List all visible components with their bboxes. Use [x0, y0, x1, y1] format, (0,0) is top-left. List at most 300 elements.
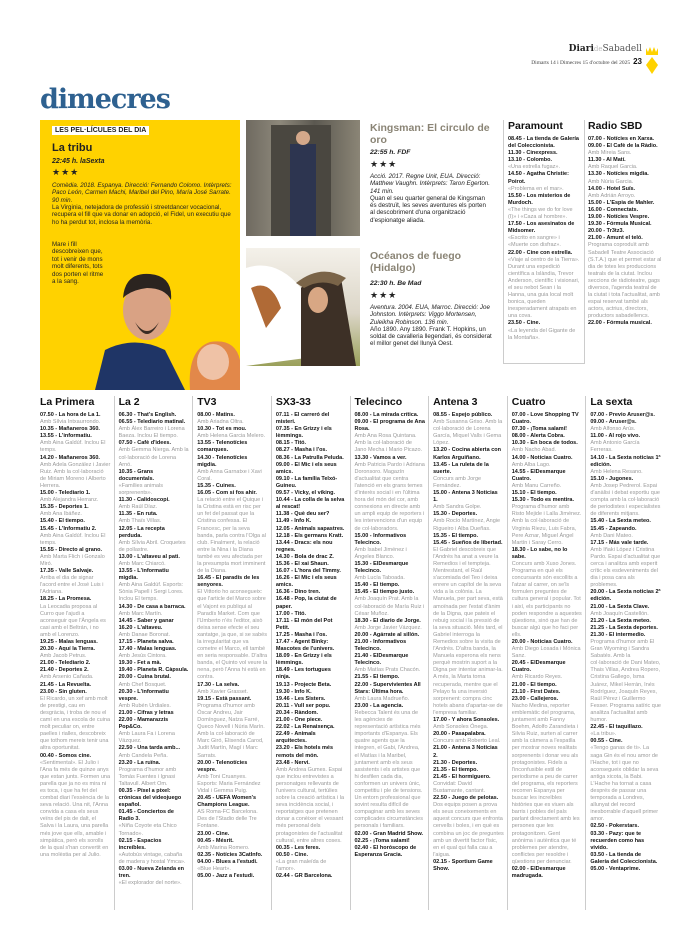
program-listing — [355, 682, 426, 703]
program-listing — [276, 873, 347, 880]
program-title: 21.00 - La Sexta Clave. — [590, 603, 650, 610]
program-description: Programa d'humor amb El Gran Wyoming i Sandra Sabatés. Amb la col·laboració de Dani Mateo, Thais Villas, Andrea Ropero, Cristina Gallego, Isma Juárez, Mikel Herrán, Inés Rodríguez, Joaquín Reyes, Raúl Pérez i Guillermo Fesser. Programa satíric que analitza l'actualitat amb humor. — [590, 639, 661, 724]
program-title: 05.00 - Jazz a l'estudi. — [197, 873, 255, 880]
program-title: 23.20 - Els hotels més remots del món. — [275, 745, 334, 759]
program-listing — [276, 561, 347, 568]
program-title: 02.15 - Sportium Game Show. — [433, 858, 493, 872]
channel-radio-sbd — [588, 120, 662, 328]
program-title: 23.50 - Cine. — [508, 320, 541, 327]
program-title: 07.35 - En Grizzy i els lèmmings. — [275, 426, 332, 440]
program-title: 20.00 - Pasapalabra. — [433, 731, 486, 738]
program-title: 19.30 - Info K. — [275, 688, 312, 695]
program-title: 08.27 - Masha i l'os. — [275, 447, 328, 454]
program-description: Amb Helena Resano. — [590, 468, 643, 475]
program-description: Programa d'humor amb Tomàs Fuentes i Ignasi Taltavull. Albert Om. — [118, 766, 177, 787]
program-title: 16.26 - El Mic i els seus amics. — [275, 575, 337, 589]
program-listing — [119, 646, 190, 660]
program-listing — [276, 490, 347, 497]
program-description: Amb Andrea Gumes. Espai que inclou entrevistes a personatges rellevants de l'univers cultural, tertúlies sobre la creació artística i la seva incidència social, i reportatges que pretenen donar a conèixer el vessant més personal dels protagonistes de l'actualitat cultural, entre altres coses. — [275, 766, 345, 844]
program-title: 11.35 - En ruta. — [118, 511, 158, 518]
program-description: «Sentimental». El Julio i l'Ana fa més de quinze anys que estan junts. Formen una parella que ja no es mira ni es toca, i que ha fet del combat diari l'essència de la seva relació. Una nit, l'Anna convida a casa els seus veïns del pis de dalt, el Salva i la Laura, una parella més jove que ells, amable i simpàtica, però els sorolls de la qual s'han convertit en una molèstia per al Julio. — [40, 759, 111, 858]
film-time: 22:45 h. laSexta — [52, 158, 105, 165]
program-title: 16.36 - Dino tren. — [275, 589, 321, 596]
program-listing — [276, 596, 347, 610]
program-description: Amb Ana Rosa Quintana. Amb la col·laboració de Jano Mecha i Mario Picazo. — [354, 433, 423, 454]
program-title: 23.00 - Cine. — [197, 830, 230, 837]
star-rating: ★★★ — [52, 167, 80, 177]
program-description: Amb Adrián Arroyo. — [588, 192, 636, 199]
program-listing — [197, 575, 268, 681]
program-description: Concurs amb Jorge Fernández. — [433, 475, 482, 489]
program-title: 17.15 - Planeta salva. — [118, 639, 174, 645]
program-title: 16.07 - L'hora del Timmy. — [275, 568, 341, 575]
program-title: 19.30 - Fet a mà. — [118, 660, 162, 667]
program-description: Amb Isabel Jiménez i Ángeles Blanco. — [354, 546, 407, 560]
program-title: 00.40 - Somos cine. — [40, 752, 92, 759]
channel-name: TV3 — [197, 396, 217, 408]
program-listing — [508, 221, 580, 249]
program-title: 10.30 - En boca de todos. — [511, 440, 578, 447]
program-title: 14.45 - Saber y ganar — [118, 617, 174, 624]
program-title: 14.55 - ElDesmarque Cuatro. — [511, 468, 566, 482]
program-title: 21.00 - Telediario 2. — [40, 660, 91, 667]
program-title: 22.00 - Supervivientes All Stars: Última hora. — [354, 681, 421, 695]
program-listing — [119, 625, 190, 639]
program-title: 15.00 - L'Espia de Mahler. — [588, 199, 655, 206]
program-title: 21.40 - Deportes 2. — [40, 667, 89, 674]
film-credits: Acció. 2017. Regne Unit, EUA. Direcció: Matthew Vaughn. Intèrprets: Taron Egerton. 141 min. — [370, 173, 490, 195]
program-listing — [40, 753, 111, 859]
program-listing — [433, 717, 504, 731]
program-listing — [276, 852, 347, 873]
program-listing — [276, 497, 347, 511]
program-title: 21.20 - La Sexta meteo. — [590, 617, 651, 624]
program-title: 00.50 - Cine. — [275, 851, 308, 858]
program-listing — [276, 710, 347, 717]
program-listing — [197, 873, 268, 880]
program-title: 21.25 - La Sexta deportes. — [590, 624, 658, 631]
program-title: 15.35 - Cuines. — [197, 482, 236, 489]
program-listing — [276, 455, 347, 462]
channel-name: SX3-33 — [275, 396, 311, 408]
program-listing — [197, 440, 268, 454]
program-listing — [590, 419, 661, 433]
program-listing — [512, 696, 583, 866]
program-listing — [197, 795, 268, 830]
program-title: 20.00 - Telenotícies vespre. — [197, 759, 248, 773]
channel-name: Telecinco — [354, 396, 403, 408]
program-listing — [355, 674, 426, 681]
program-listing — [512, 440, 583, 454]
program-description: Amb Joaquín Prat. Amb la col·laboració de María Ruiz i César Muñoz. — [354, 596, 425, 617]
program-title: 08.55 - Espejo público. — [433, 412, 493, 418]
program-listing — [590, 618, 661, 625]
program-listing — [355, 455, 426, 533]
program-description: Convidat: David Bustamante, cantant. — [433, 780, 486, 794]
program-title: 09.57 - Vicky, el víking. — [275, 490, 335, 497]
program-description: Amb Alfonso Arús. — [590, 426, 636, 433]
program-description: Amb Dani Mateo. — [590, 532, 633, 539]
channel-la-sexta — [585, 396, 664, 910]
program-description: Amb Jorge Javier Vázquez. — [354, 624, 422, 631]
program-title: 07.00 - Previo Aruser@s. — [590, 412, 655, 418]
program-title: 15.00 - Telediario 1. — [40, 490, 91, 497]
program-listing — [512, 689, 583, 696]
program-listing — [119, 689, 190, 710]
program-description: «La gran maleïda de l'amor». — [275, 858, 327, 872]
program-title: 13.44 - Dracs: els nou regnes. — [275, 539, 333, 553]
program-title: 19.46 - Les Sisters. — [275, 695, 326, 702]
program-title: 11.38 - Què deu ser? — [275, 511, 330, 518]
program-listing — [590, 625, 661, 632]
program-title: 16.48 - Pop, la ciutat de paper. — [275, 596, 337, 610]
program-listing — [512, 469, 583, 490]
program-listing — [276, 667, 347, 681]
program-listing — [590, 632, 661, 724]
program-description: «Famílies animals sorprenents». — [118, 482, 163, 497]
program-title: 11.00 - Al rojo vivo. — [590, 433, 640, 440]
program-description: Amb Iñaki López i Cristina Pardo. Espai d'actualitat que cerca i analitza amb esperit crític els esdeveniments del dia i posa cara als problemes. — [590, 546, 661, 589]
program-listing — [512, 682, 583, 689]
program-description: «Blue Heart». — [197, 866, 231, 872]
channel-name: La Primera — [40, 396, 95, 408]
program-listing — [590, 738, 661, 823]
program-listing — [197, 483, 268, 490]
program-title: 10.30 - Tot es mou. — [197, 426, 247, 433]
program-title: 19.30 - Fórmula Musical. — [588, 221, 652, 228]
program-listing — [119, 554, 190, 568]
program-listing — [355, 703, 426, 831]
program-title: 20.00 - Agárrate al sillón. — [354, 631, 420, 638]
page-title: dimecres — [40, 84, 170, 115]
program-description: Amb Matías Prats Chacón. — [354, 667, 421, 674]
program-listing — [119, 526, 190, 554]
channel-antena-3 — [428, 396, 507, 910]
channel-name: Cuatro — [511, 396, 546, 408]
program-description: Programa d'humor amb Risto Mejide i Lalla Jiménez. Amb la col·laboració de Virginia Riezu, Luis Fabra, Pere Aznar, Miguel Ángel Martín i Saray Cerro. — [511, 504, 582, 546]
program-listing — [512, 426, 583, 433]
program-listing — [276, 533, 347, 540]
program-description: Dos equips posen a prova els seus coneixements en aquest concurs que enfronta cervells i boles, i en què es combina un joc de preguntes amb un divertit factor físic, en el qual qui falla cau a l'aigua. — [433, 802, 504, 858]
program-description: Amb Aina Galdúf. Inclou El temps. — [40, 532, 106, 546]
program-title: 22.50 - Juego de pelotas. — [433, 795, 499, 802]
program-listing — [508, 250, 580, 321]
masthead — [520, 44, 642, 66]
program-title: 07.00 - Notícies en Xarxa. — [588, 136, 655, 142]
program-listing — [355, 632, 426, 639]
program-listing — [433, 774, 504, 795]
program-title: 00.55 - Cine. — [590, 738, 623, 745]
program-description: Amb Aina Galdúf. Inclou El temps. — [40, 440, 106, 454]
program-title: 15.45 - El tiempo justo. — [354, 589, 415, 596]
program-title: 06.55 - Telediario matinal. — [118, 419, 186, 426]
program-listing — [433, 490, 504, 511]
program-listing — [276, 575, 347, 589]
program-listing — [433, 731, 504, 745]
program-title: 20.00 - Noticias Cuatro. — [511, 639, 573, 645]
program-listing — [40, 426, 111, 433]
program-description: Amb Sonsoles Ónega. — [433, 724, 489, 731]
program-title: 15.40 - La Sexta meteo. — [590, 518, 651, 525]
program-listing — [512, 547, 583, 639]
program-listing — [590, 455, 661, 476]
program-listing — [355, 589, 426, 617]
program-title: 22.49 - Animals arquitectes. — [275, 731, 316, 745]
program-title: 15.30 - Deportes. — [433, 511, 478, 518]
program-title: 00.35 - Píxel a píxel: crónicas del videojuego español. — [118, 787, 182, 809]
program-listing — [40, 667, 111, 681]
program-listing — [119, 667, 190, 674]
program-title: 13.10 - Colombo. — [508, 157, 553, 164]
program-title: 10.35 - Mañaneros 360. — [40, 426, 100, 433]
program-title: 14.30 - Bola de drac Z. — [275, 553, 334, 560]
program-listing — [119, 674, 190, 688]
program-listing — [590, 866, 661, 873]
program-listing — [276, 440, 347, 447]
featured-film — [40, 120, 240, 390]
program-listing — [276, 540, 347, 554]
channel-name: Paramount — [508, 120, 563, 132]
program-description: Amb Diego Losada i Mónica Sanz. — [511, 646, 581, 660]
program-description: «Escrito en sangre» i «Muerte con disfraz». — [508, 235, 561, 249]
program-listing — [276, 632, 347, 639]
program-title: 05.00 - Ventaprime. — [590, 866, 641, 872]
page-number: 23 — [633, 57, 642, 66]
program-description: Amb Raquel Garcia. — [588, 164, 638, 171]
program-listing — [588, 221, 662, 228]
program-listing — [355, 419, 426, 454]
program-title: 20.11 - Vull ser popu. — [275, 702, 331, 709]
program-title: 22.00 - Fórmula musical. — [588, 320, 652, 327]
program-description: «The things we do for love (I)» i «Caza al hombre». — [508, 206, 573, 221]
program-title: 17.50 - Los asesinatos de Midsomer. — [508, 221, 575, 235]
channel-name: La 2 — [118, 396, 140, 408]
program-title: 06.30 - That's English. — [118, 412, 177, 418]
channel-telecinco — [350, 396, 429, 910]
program-listing — [276, 412, 347, 426]
program-listing — [119, 809, 190, 837]
program-title: 21.35 - El tiempo. — [433, 766, 479, 773]
program-listing — [588, 320, 662, 327]
newspaper-logo: DiarideSabadell — [568, 44, 642, 54]
program-listing — [40, 596, 111, 639]
program-listing — [40, 526, 111, 547]
program-description: Amb Manu Carreño. — [511, 482, 562, 489]
program-listing — [119, 639, 190, 646]
program-title: 21.00 - El tiempo. — [511, 681, 557, 688]
program-description: «Tengo ganas de ti». La saga Gin és el nou amor de l'Hache, tot i que no aconsegueix oblidar la seva antiga xicota, la Babi. L'Hache ha tornat a casa després de passar una temporada a Londres, allunyat del record inesborrable d'aquell primer amor. — [590, 745, 659, 823]
program-description: Nacho Medina, reporter emblemàtic del programa, juntament amb Fanny Boehm, Adolfo Zarandieta i Silvia Ruiz, surten al carrer amb la càmera a l'espatlla per mostrar noves realitats sorprenents i donar veu als protagonistes. Fidels a l'inconfusible estil de periodisme a peu de carrer del programa, els reporters recorren Espanya per buscar les increïbles històries que es viuen als barris i pobles del país parlant directament amb les persones que les protagonitzen. Gent anònima i autèntica que té problemes per atendre, conflictes per resoldre i qüestions per denunciar. — [511, 702, 580, 865]
program-title: 14.00 - Noticias Cuatro. — [511, 454, 573, 461]
program-listing — [119, 440, 190, 468]
program-listing — [433, 760, 504, 767]
program-listing — [588, 200, 662, 207]
program-description: Amb Laura Fa i Lorena Vázquez. — [118, 731, 175, 745]
program-listing — [588, 186, 662, 200]
program-title: 14.20 - Mañaneros 360. — [40, 454, 100, 461]
program-title: 15.30 - ElDesmarque Telecinco. — [354, 560, 409, 575]
program-title: 23.00 - La agencia. — [354, 702, 404, 709]
program-description: «Una estrella fugaz». — [508, 164, 560, 171]
program-title: 23.00 - Callejeros. — [511, 695, 559, 702]
program-description: Amb Jesús Cintora. — [118, 653, 167, 660]
program-listing — [355, 618, 426, 632]
program-title: 19.00 - Notícies Vespre. — [588, 214, 650, 221]
program-listing — [276, 724, 347, 731]
program-listing — [588, 157, 662, 171]
program-title: 18.25 - La Promesa. — [40, 596, 92, 603]
program-listing — [276, 426, 347, 440]
program-listing — [590, 412, 661, 419]
program-listing — [119, 419, 190, 440]
program-listing — [588, 136, 662, 143]
film-synopsis: Quan el seu quarter general de Kingsman és destruït, les seves aventures els porten al descobriment d'una organització d'espionatge aliada. — [370, 194, 486, 224]
program-listing — [508, 157, 580, 171]
program-listing — [512, 660, 583, 681]
program-listing — [276, 462, 347, 476]
program-title: 17.40 - Malas lenguas. — [118, 646, 177, 653]
film-synopsis: Año 1890. Any 1890. Frank T. Hopkins, un soldat de cavalleria llegendari, és considerat el millor genet del llunyà Oest. — [370, 325, 492, 348]
program-description: Amb Chef Bosquet. — [118, 681, 167, 688]
program-listing — [590, 526, 661, 540]
program-listing — [355, 838, 426, 845]
program-title: 17.11 - El món del Pot Petit. — [275, 617, 333, 631]
program-title: 22.45 - El taquillazo. — [590, 724, 643, 731]
program-listing — [40, 682, 111, 689]
program-title: 20.30 - L'informatiu vespre. — [118, 688, 169, 702]
program-listing — [588, 228, 662, 235]
program-title: 22.00 - Mamarazzis Pop&Co. — [118, 717, 169, 731]
program-title: 19.40 - Planeta R. Càpsula. — [118, 667, 189, 674]
program-listing — [197, 852, 268, 859]
program-title: 17.25 - Masha i l'os. — [275, 631, 328, 638]
program-description: Amb Alba Lago. — [511, 461, 551, 468]
program-title: 15.40 - El tiempo. — [40, 518, 85, 525]
channel-tv3 — [192, 396, 271, 910]
star-rating: ★★★ — [370, 159, 398, 169]
program-title: 16.20 - L'altaveu. — [118, 624, 163, 631]
program-title: 15.45 - Zapeando. — [590, 525, 637, 532]
program-title: 14.30 - Telenotícies migdia. — [197, 454, 248, 468]
program-title: 02.25 - ¡Toma salami! — [354, 837, 410, 844]
program-title: 20.34 - Ràndom. — [275, 709, 319, 716]
film-title: Océanos de fuego (Hidalgo) — [370, 250, 462, 274]
program-title: 07.50 - Cafè d'idees. — [118, 440, 171, 447]
program-description: Amb Aina Galdúf. Esports: Sònia Papell i Sergi Lores. Inclou El temps. — [118, 582, 184, 603]
program-title: 13.00 - L'altaveu al pati. — [118, 553, 180, 560]
program-listing — [433, 447, 504, 461]
film-kingsman — [370, 122, 492, 224]
program-title: 17.30 - La selva. — [197, 681, 240, 688]
program-title: 18.49 - Les tortugues ninja. — [275, 667, 331, 681]
program-listing — [276, 518, 347, 525]
program-title: 22.00 - Cine con estrella. — [508, 249, 573, 256]
program-description: Amb Joaquín Castellón. — [590, 610, 649, 617]
program-title: 21.00 - Antena 3 Noticias 2. — [433, 745, 498, 759]
program-description: La relació entre el Quique i la Cristina està en risc per un fet del passat que la Cristina confessa. El Francesc, per la seva banda, parla contra l'Olga al club. Finalment, la relació entre la Nina i la Diana també es veu afectada per la presumpta mort imminent de la Diana. — [197, 497, 266, 575]
program-title: 17.00 - Titó. — [275, 610, 307, 617]
program-description: Amb Laura Madrueño. — [354, 695, 410, 702]
film-synopsis: La Virginia, netejadora de professió i streetdancer vocacional, recupera el fill que va donar en adopció, el Fidel, un executiu que ho ha perdut tot, inclosa la memòria. — [52, 204, 231, 226]
program-listing — [40, 490, 111, 504]
program-title: 00.35 - Les feres. — [275, 844, 321, 851]
program-listing — [40, 689, 111, 753]
program-listing — [40, 504, 111, 518]
program-title: 14.00 - Hotel Suïs. — [588, 185, 636, 192]
program-listing — [590, 823, 661, 830]
program-title: 15.40 - El tiempo. — [354, 582, 400, 589]
program-title: 08.45 - La tienda de Galería del Coleccionista. — [508, 136, 579, 150]
program-listing — [588, 214, 662, 221]
program-listing — [433, 767, 504, 774]
program-description: Amb Rubén Urdiales. — [118, 702, 171, 709]
program-title: 14.30 - De casa a barraca. — [118, 603, 186, 610]
program-listing — [197, 682, 268, 696]
program-listing — [276, 745, 347, 759]
program-listing — [276, 845, 347, 852]
program-listing — [590, 852, 661, 866]
program-description: Amb Arsenio Cañada. — [40, 674, 94, 681]
channel-sx3-33 — [271, 396, 350, 910]
program-title: 02.44 - GR Barcelona. — [275, 873, 333, 880]
program-listing — [588, 235, 662, 320]
program-description: «La leyenda del Gigante de la Montaña». — [508, 327, 576, 341]
program-description: Amb Marc Martín. — [118, 610, 163, 617]
program-title: 13.55 - Telenotícies comarques. — [197, 440, 248, 454]
program-title: 20.45 - ElDesmarque Cuatro. — [511, 660, 566, 674]
program-description: Amb Gemma Nierga. Amb la col·laboració de Lorena Arnó. — [118, 447, 189, 468]
program-listing — [512, 497, 583, 547]
program-listing — [197, 831, 268, 838]
program-title: 03.30 - Pazy: que te recuerden como has vivido. — [590, 830, 645, 851]
program-listing — [119, 745, 190, 759]
program-listing — [433, 859, 504, 873]
program-listing — [355, 582, 426, 589]
program-listing — [40, 568, 111, 596]
program-description: Amb Ana Ibáñez. — [40, 511, 82, 518]
program-description: Amb Helena Garcia Melero. — [197, 433, 266, 440]
crown-diamond-icon — [645, 46, 659, 76]
program-title: 21.45 - La Revuelta. — [40, 681, 92, 688]
program-listing — [512, 866, 583, 880]
program-title: 00.45 - Mésrit. — [197, 837, 234, 844]
program-title: 12.05 - Animals sapastres. — [275, 525, 345, 532]
program-title: 17.00 - Y ahora Sonsoles. — [433, 717, 500, 724]
program-listing — [119, 568, 190, 603]
channel-name: Antena 3 — [433, 396, 478, 408]
program-listing — [40, 433, 111, 454]
program-listing — [433, 540, 504, 717]
program-title: 15.30 - Todo es mentira. — [511, 497, 575, 504]
program-description: Amb Thaïs Villas. — [118, 518, 162, 525]
program-description: Amb Nacho Abad. — [511, 447, 557, 454]
program-description: Amb Sílvia Intxaurrondo. — [40, 419, 101, 426]
program-listing — [276, 696, 347, 703]
program-description: Amb Xavier Grasset. — [197, 688, 248, 695]
program-listing — [40, 412, 111, 426]
program-description: Amb Susanna Griso. Amb la col·laboració de Lorena García, Miquel Valls i Gema López. — [433, 419, 503, 447]
program-title: 08.00 - La mirada crítica. — [354, 412, 419, 418]
program-listing — [355, 845, 426, 859]
program-listing — [590, 589, 661, 603]
film-synopsis-continued: Mare i fill descobreixen que, tot i venir de mons molt diferents, tots dos porten el ritme a la sang. — [52, 241, 104, 286]
channel-name: Radio SBD — [588, 120, 643, 132]
channel-cuatro — [507, 396, 586, 910]
film-oceanos — [370, 250, 492, 348]
program-listing — [119, 788, 190, 809]
program-title: 03.50 - La tienda de Galería del Coleccionista. — [590, 851, 658, 865]
film-title: La tribu — [52, 142, 93, 154]
